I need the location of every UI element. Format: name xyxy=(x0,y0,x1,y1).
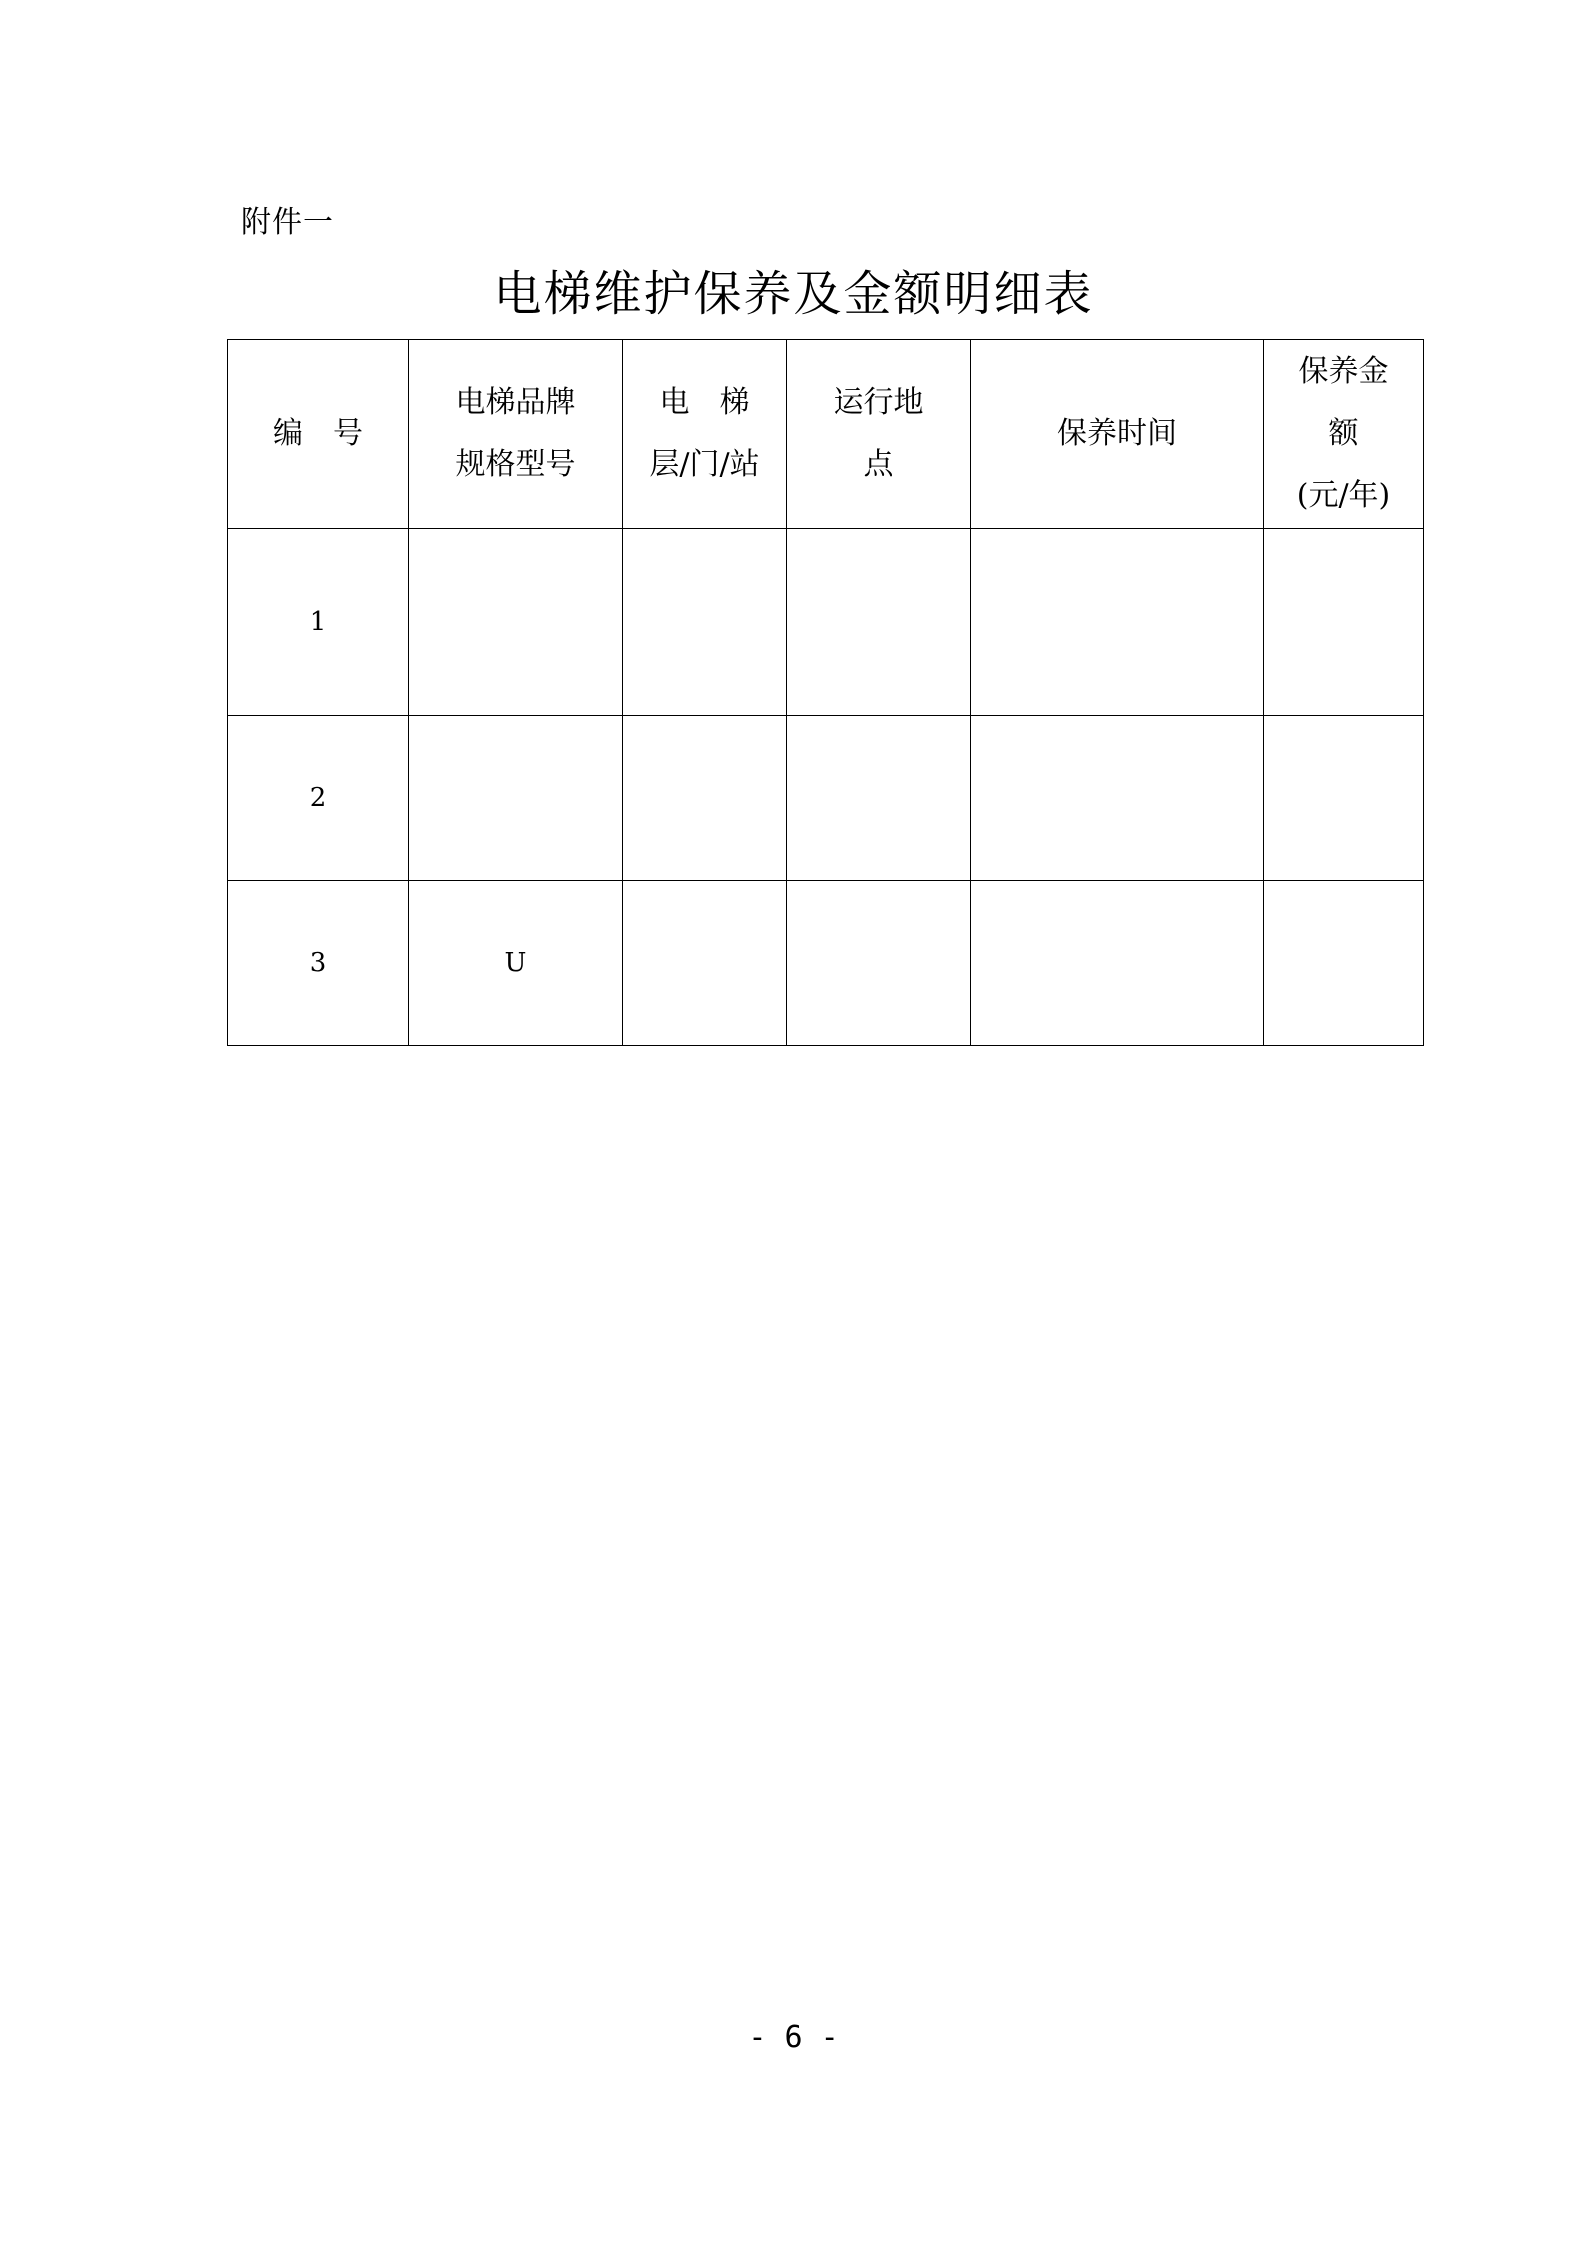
header-amount-line1: 保养金 xyxy=(1298,354,1389,389)
header-floors-line2: 层/门/站 xyxy=(649,447,760,482)
cell-number: 1 xyxy=(228,529,409,716)
cell-amount xyxy=(1264,529,1424,716)
cell-number: 3 xyxy=(228,881,409,1046)
header-amount-line3: (元/年) xyxy=(1296,478,1391,513)
header-location xyxy=(787,340,971,529)
cell-location xyxy=(787,529,971,716)
cell-service-time xyxy=(971,716,1264,881)
cell-floors-doors-stops xyxy=(623,529,787,716)
cell-location xyxy=(787,881,971,1046)
header-service-time xyxy=(971,340,1264,529)
elevator-maintenance-table xyxy=(227,339,1424,1046)
page-title: 电梯维护保养及金额明细表 xyxy=(493,266,1094,322)
header-amount-line2: 额 xyxy=(1328,416,1359,451)
cell-amount xyxy=(1264,881,1424,1046)
cell-brand-model xyxy=(409,716,623,881)
table-row xyxy=(228,716,1424,881)
cell-brand-model: U xyxy=(409,881,623,1046)
header-brand-model-line1: 电梯品牌 xyxy=(455,385,576,420)
attachment-label: 附件一 xyxy=(241,205,334,240)
table-row xyxy=(228,881,1424,1046)
header-floors-line1: 电 梯 xyxy=(659,385,750,420)
header-number-label: 编 号 xyxy=(273,416,363,451)
cell-service-time xyxy=(971,529,1264,716)
cell-service-time xyxy=(971,881,1264,1046)
header-brand-model-line2: 规格型号 xyxy=(455,447,576,482)
table-row xyxy=(228,529,1424,716)
header-number xyxy=(228,340,409,529)
header-location-line2: 点 xyxy=(863,447,894,482)
header-amount xyxy=(1264,340,1424,529)
cell-brand-model xyxy=(409,529,623,716)
header-service-time-label: 保养时间 xyxy=(1057,416,1177,451)
page-number: - 6 - xyxy=(748,2020,839,2055)
header-brand-model xyxy=(409,340,623,529)
cell-number: 2 xyxy=(228,716,409,881)
cell-amount xyxy=(1264,716,1424,881)
table-header-row xyxy=(228,340,1424,529)
cell-floors-doors-stops xyxy=(623,716,787,881)
header-location-line1: 运行地 xyxy=(833,385,924,420)
cell-floors-doors-stops xyxy=(623,881,787,1046)
header-floors-doors-stops xyxy=(623,340,787,529)
cell-location xyxy=(787,716,971,881)
